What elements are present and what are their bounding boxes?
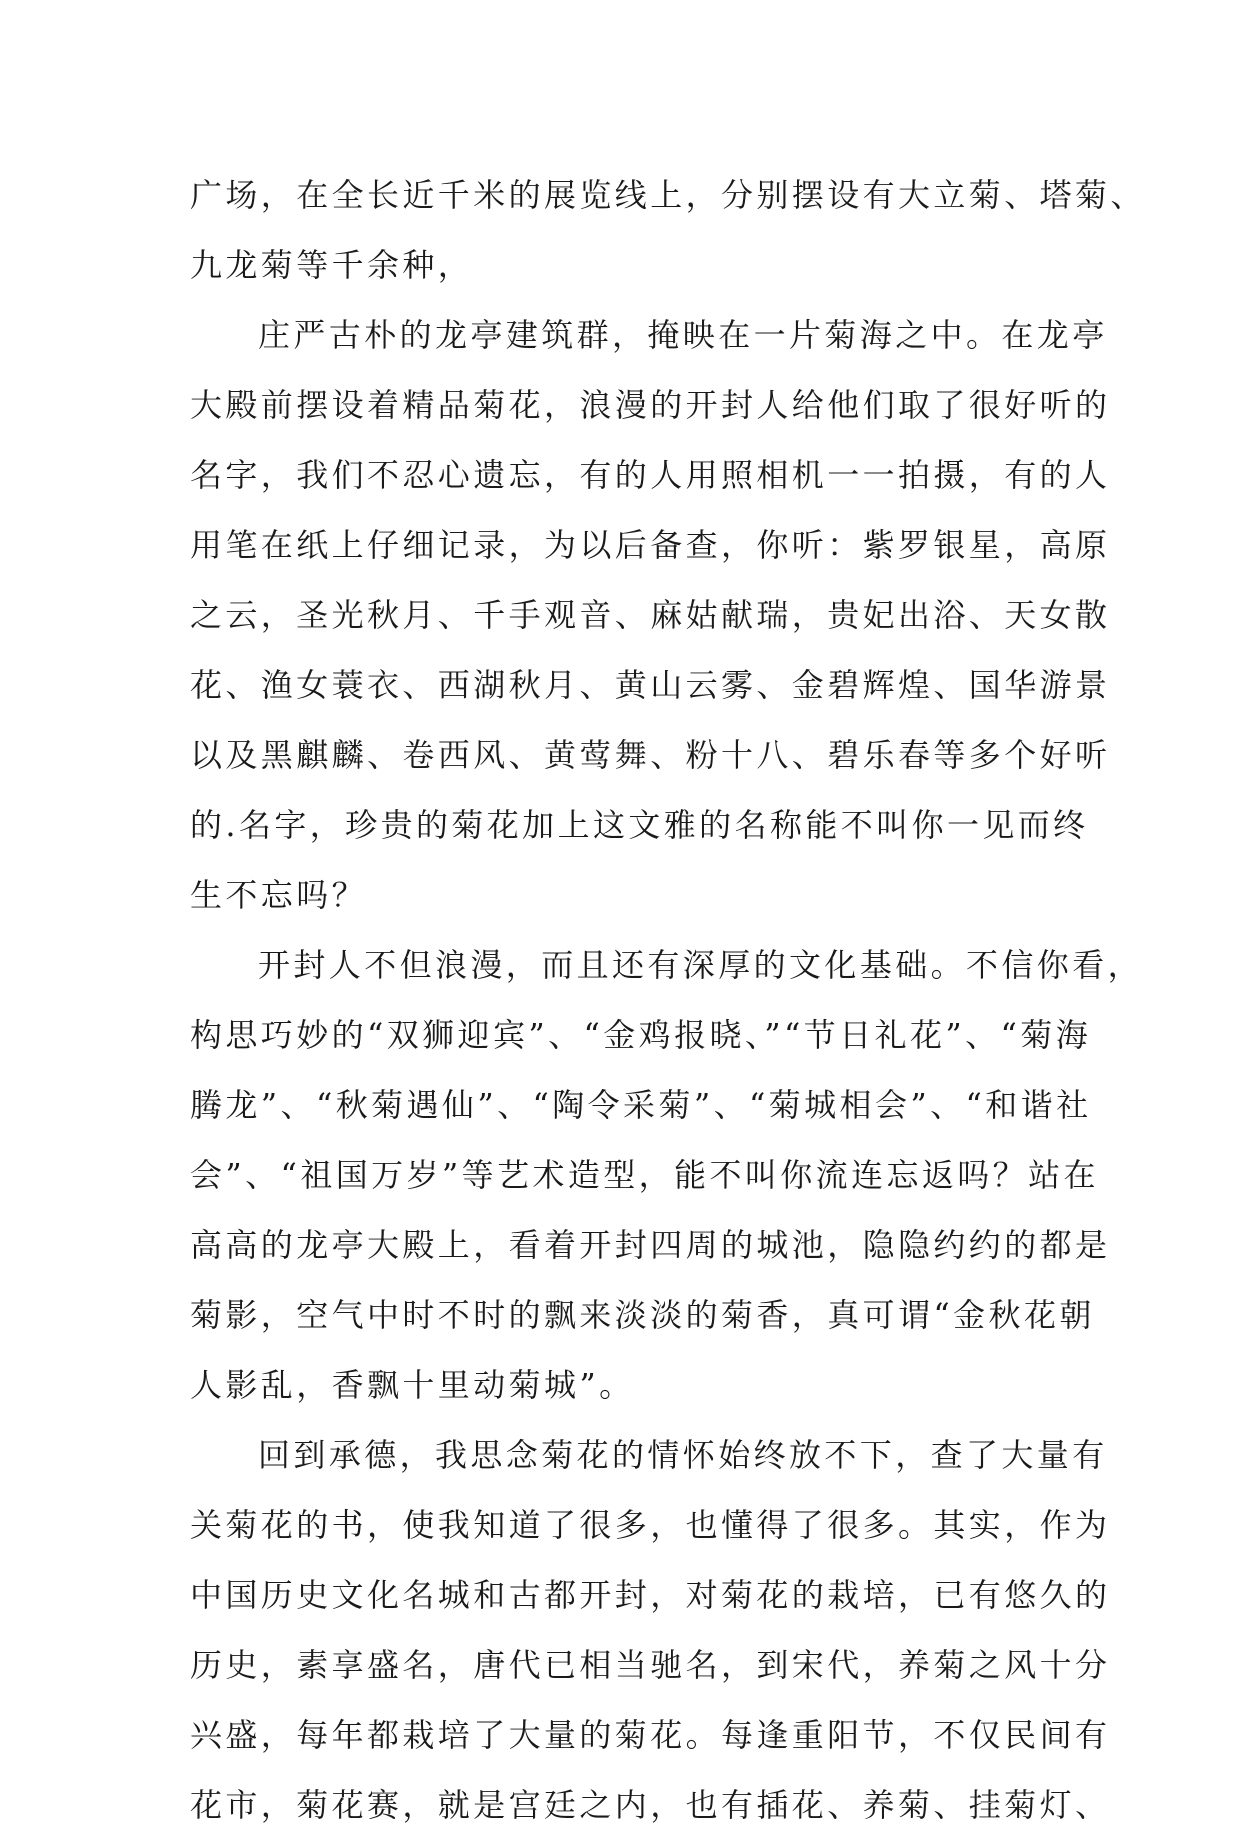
- text-line: 历史，素享盛名，唐代已相当驰名，到宋代，养菊之风十分: [190, 1646, 1111, 1684]
- text-line: 广场，在全长近千米的展览线上，分别摆设有大立菊、塔菊、: [190, 176, 1146, 214]
- paragraph-first-line: 开封人不但浪漫，而且还有深厚的文化基础。不信你看，: [258, 946, 1144, 984]
- text-line: 会”、“祖国万岁”等艺术造型，能不叫你流连忘返吗？站在: [190, 1156, 1099, 1194]
- text-line: 以及黑麒麟、卷西风、黄莺舞、粉十八、碧乐春等多个好听: [190, 736, 1111, 774]
- text-line: 花市，菊花赛，就是宫廷之内，也有插花、养菊、挂菊灯、: [190, 1786, 1111, 1824]
- text-line: 生不忘吗？: [190, 876, 368, 914]
- text-line: 九龙菊等千余种，: [190, 246, 474, 284]
- text-line: 大殿前摆设着精品菊花，浪漫的开封人给他们取了很好听的: [190, 386, 1111, 424]
- text-line: 花、渔女蓑衣、西湖秋月、黄山云雾、金碧辉煌、国华游景: [190, 666, 1111, 704]
- text-line: 的.名字，珍贵的菊花加上这文雅的名称能不叫你一见而终: [190, 806, 1089, 844]
- text-line: 构思巧妙的“双狮迎宾”、“金鸡报晓、”“节日礼花”、“菊海: [190, 1016, 1092, 1054]
- paragraph-first-line: 庄严古朴的龙亭建筑群，掩映在一片菊海之中。在龙亭: [258, 316, 1108, 354]
- text-line: 腾龙”、“秋菊遇仙”、“陶令采菊”、“菊城相会”、“和谐社: [190, 1086, 1092, 1124]
- text-line: 用笔在纸上仔细记录，为以后备查，你听：紫罗银星，高原: [190, 526, 1111, 564]
- text-line: 兴盛，每年都栽培了大量的菊花。每逢重阳节，不仅民间有: [190, 1716, 1111, 1754]
- text-line: 菊影，空气中时不时的飘来淡淡的菊香，真可谓“金秋花朝: [190, 1296, 1095, 1334]
- text-line: 人影乱，香飘十里动菊城”。: [190, 1366, 635, 1404]
- text-line: 之云，圣光秋月、千手观音、麻姑献瑞，贵妃出浴、天女散: [190, 596, 1111, 634]
- text-line: 高高的龙亭大殿上，看着开封四周的城池，隐隐约约的都是: [190, 1226, 1111, 1264]
- text-line: 名字，我们不忍心遗忘，有的人用照相机一一拍摄，有的人: [190, 456, 1111, 494]
- text-line: 关菊花的书，使我知道了很多，也懂得了很多。其实，作为: [190, 1506, 1111, 1544]
- paragraph-first-line: 回到承德，我思念菊花的情怀始终放不下，查了大量有: [258, 1436, 1108, 1474]
- text-line: 中国历史文化名城和古都开封，对菊花的栽培，已有悠久的: [190, 1576, 1111, 1614]
- document-page: [190, 160, 1146, 1840]
